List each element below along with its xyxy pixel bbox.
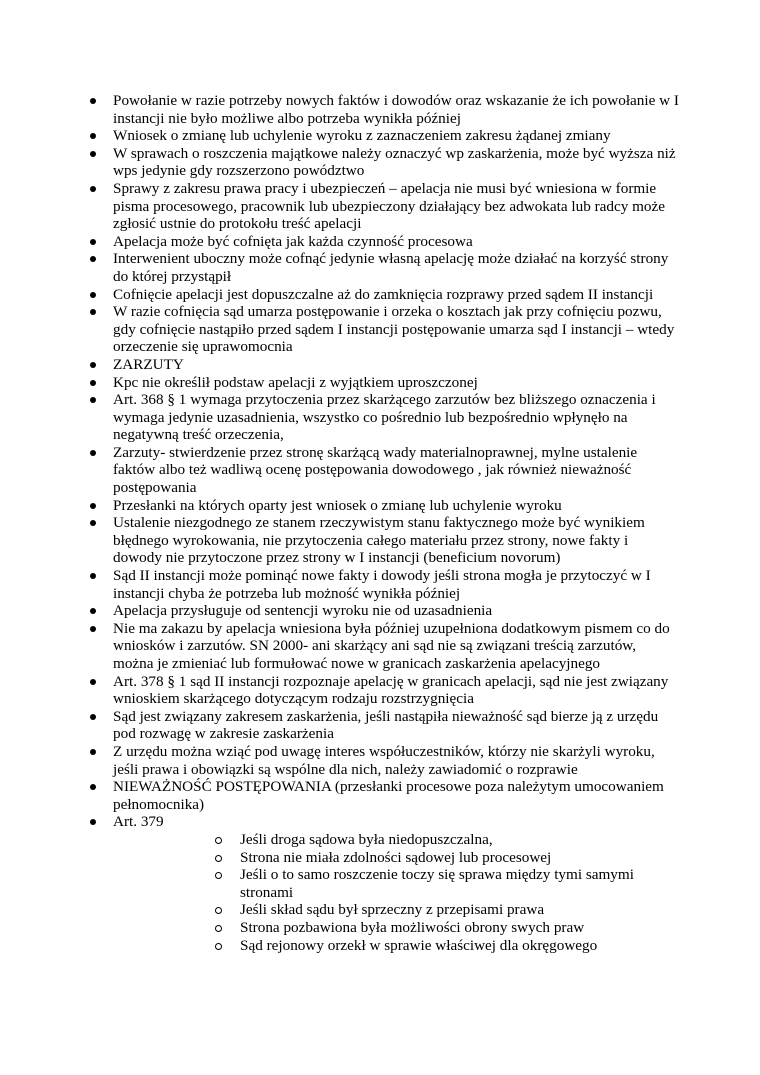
list-item: [113, 374, 679, 392]
section-heading-niewaznosc: NIEWAŻNOŚĆ POSTĘPOWANIA (przesłanki procesowe poza należytym umocowaniem pełnomocnika): [113, 778, 664, 813]
item-text: Nie ma zakazu by apelacja wniesiona była później uzupełniona dodatkowym pismem co do wniosków i zarzutów. SN 2000- ani skarżący ani sąd nie są związani treścią zarzutów, można je zmieniać lub formułować nowe w granicach zaskarżenia apelacyjnego: [113, 619, 670, 672]
item-text: Kpc nie określił podstaw apelacji z wyjątkiem uproszczonej: [113, 373, 478, 391]
sub-item-text: Strona pozbawiona była możliwości obrony swych praw: [240, 918, 585, 936]
item-text: W sprawach o roszczenia majątkowe należy oznaczyć wp zaskarżenia, może być wyższa niż wps jedynie gdy rozszerzono powództwo: [113, 144, 676, 180]
bullet-icon: [90, 520, 96, 526]
item-text: Przesłanki na których oparty jest wniosek o zmianę lub uchylenie wyroku: [113, 496, 562, 514]
item-text: Cofnięcie apelacji jest dopuszczalne aż do zamknięcia rozprawy przed sądem II instancji: [113, 285, 654, 303]
bullet-icon: [90, 239, 96, 245]
list-item: [113, 391, 679, 444]
item-text: Apelacja może być cofnięta jak każda czynność procesowa: [113, 232, 473, 250]
bullet-icon: [90, 309, 96, 315]
list-item: [113, 145, 679, 180]
circle-bullet-icon: [215, 855, 222, 862]
bullet-icon: [90, 714, 96, 720]
bullet-icon: [90, 362, 96, 368]
sub-item-text: Sąd rejonowy orzekł w sprawie właściwej dla okręgowego: [240, 936, 598, 954]
list-item: [113, 514, 679, 567]
bullet-icon: [90, 450, 96, 456]
item-text: W razie cofnięcia sąd umarza postępowanie i orzeka o kosztach jak przy cofnięciu pozwu, gdy cofnięcie nastąpiło przed sądem I instancji postępowanie umarza sąd I instancji – wtedy orzeczenie się uprawomocnia: [113, 303, 675, 356]
list-item: [113, 708, 679, 743]
list-item: [113, 92, 679, 127]
sub-list-item: [240, 849, 679, 867]
item-text-art-379: Art. 379: [113, 813, 164, 831]
item-text: Wniosek o zmianę lub uchylenie wyroku z zaznaczeniem zakresu żądanej zmiany: [113, 127, 611, 145]
item-text: Powołanie w razie potrzeby nowych faktów i dowodów oraz wskazanie że ich powołanie w I instancji nie było możliwe albo potrzeba wynikła później: [113, 92, 679, 127]
item-text: Interwenient uboczny może cofnąć jedynie własną apelację może działać na korzyść strony do której przystąpił: [113, 250, 669, 285]
bullet-icon: [90, 819, 96, 825]
sub-item-text: Jeśli o to samo roszczenie toczy się sprawa między tymi samymi stronami: [240, 866, 634, 901]
bullet-icon: [90, 608, 96, 614]
item-text: Art. 368 § 1 wymaga przytoczenia przez skarżącego zarzutów bez bliższego oznaczenia i wymaga jedynie uzasadnienia, wszystko co pośrednio lub bezpośrednio wpłynęło na negatywną treść orzeczenia,: [113, 391, 656, 444]
item-text: Sąd jest związany zakresem zaskarżenia, jeśli nastąpiła nieważność sąd bierze ją z urzędu pod rozwagę w zakresie zaskarżenia: [113, 707, 659, 743]
item-text: Sprawy z zakresu prawa pracy i ubezpieczeń – apelacja nie musi być wniesiona w formie pisma procesowego, pracownik lub ubezpieczony działający bez adwokata lub radcy może zgłosić ustnie do protokołu treść apelacji: [113, 179, 666, 233]
list-item: [113, 356, 679, 374]
list-item: [113, 567, 679, 602]
bullet-icon: [90, 626, 96, 632]
bullet-icon: [90, 256, 96, 262]
bullet-icon: [90, 98, 96, 104]
sub-list-item: [240, 919, 679, 937]
sub-item-text: Jeśli droga sądowa była niedopuszczalna,: [240, 830, 493, 848]
sub-list-item: [240, 831, 679, 849]
list-item: [113, 303, 679, 356]
circle-bullet-icon: [215, 907, 222, 914]
bullet-icon: [90, 186, 96, 192]
list-item: [113, 286, 679, 304]
circle-bullet-icon: [215, 943, 222, 950]
sub-item-text: Strona nie miała zdolności sądowej lub procesowej: [240, 848, 552, 866]
list-item: [113, 620, 679, 673]
bullet-icon: [90, 503, 96, 509]
sub-list-item: [240, 866, 679, 901]
list-item: [113, 813, 679, 954]
bullet-icon: [90, 679, 96, 685]
sub-list: [113, 831, 679, 954]
bullet-icon: [90, 133, 96, 139]
bullet-icon: [90, 151, 96, 157]
bullet-icon: [90, 749, 96, 755]
circle-bullet-icon: [215, 872, 222, 879]
bullet-icon: [90, 397, 96, 403]
bullet-icon: [90, 573, 96, 579]
item-text: Zarzuty- stwierdzenie przez stronę skarżącą wady materialnoprawnej, mylne ustalenie faktów albo też wadliwą ocenę postępowania dowodowego , jak również nieważność postępowania: [113, 443, 638, 497]
list-item: [113, 743, 679, 778]
list-item: [113, 233, 679, 251]
list-item: [113, 778, 679, 813]
bullet-icon: [90, 380, 96, 386]
list-item: [113, 602, 679, 620]
sub-list-item: [240, 937, 679, 955]
sub-list-item: [240, 901, 679, 919]
list-item: [113, 127, 679, 145]
section-heading-zarzuty: ZARZUTY: [113, 355, 184, 373]
list-item: [113, 250, 679, 285]
list-item: [113, 444, 679, 497]
item-text: Sąd II instancji może pominąć nowe fakty i dowody jeśli strona mogła je przytoczyć w I instancji chyba że potrzeba lub możność wynikła później: [113, 567, 651, 602]
item-text: Apelacja przysługuje od sentencji wyroku nie od uzasadnienia: [113, 602, 493, 620]
bullet-list: [113, 92, 679, 954]
bullet-icon: [90, 292, 96, 298]
list-item: [113, 673, 679, 708]
item-text: Art. 378 § 1 sąd II instancji rozpoznaje apelację w granicach apelacji, sąd nie jest związany wnioskiem skarżącego dotyczącym rodzaju rozstrzygnięcia: [113, 672, 669, 708]
bullet-icon: [90, 784, 96, 790]
list-item: [113, 497, 679, 515]
list-item: [113, 180, 679, 233]
circle-bullet-icon: [215, 925, 222, 932]
item-text: Ustalenie niezgodnego ze stanem rzeczywistym stanu faktycznego może być wynikiem błędnego wyrokowania, nie przytoczenia całego materiału przez strony, nowe fakty i dowody nie przytoczone przez strony w I instancji (beneficium novorum): [113, 514, 645, 567]
item-text: Z urzędu można wziąć pod uwagę interes współuczestników, którzy nie skarżyli wyroku, jeśli prawa i obowiązki są wspólne dla nich, należy zawiadomić o rozprawie: [113, 742, 655, 778]
sub-item-text: Jeśli skład sądu był sprzeczny z przepisami prawa: [240, 901, 545, 919]
circle-bullet-icon: [215, 837, 222, 844]
